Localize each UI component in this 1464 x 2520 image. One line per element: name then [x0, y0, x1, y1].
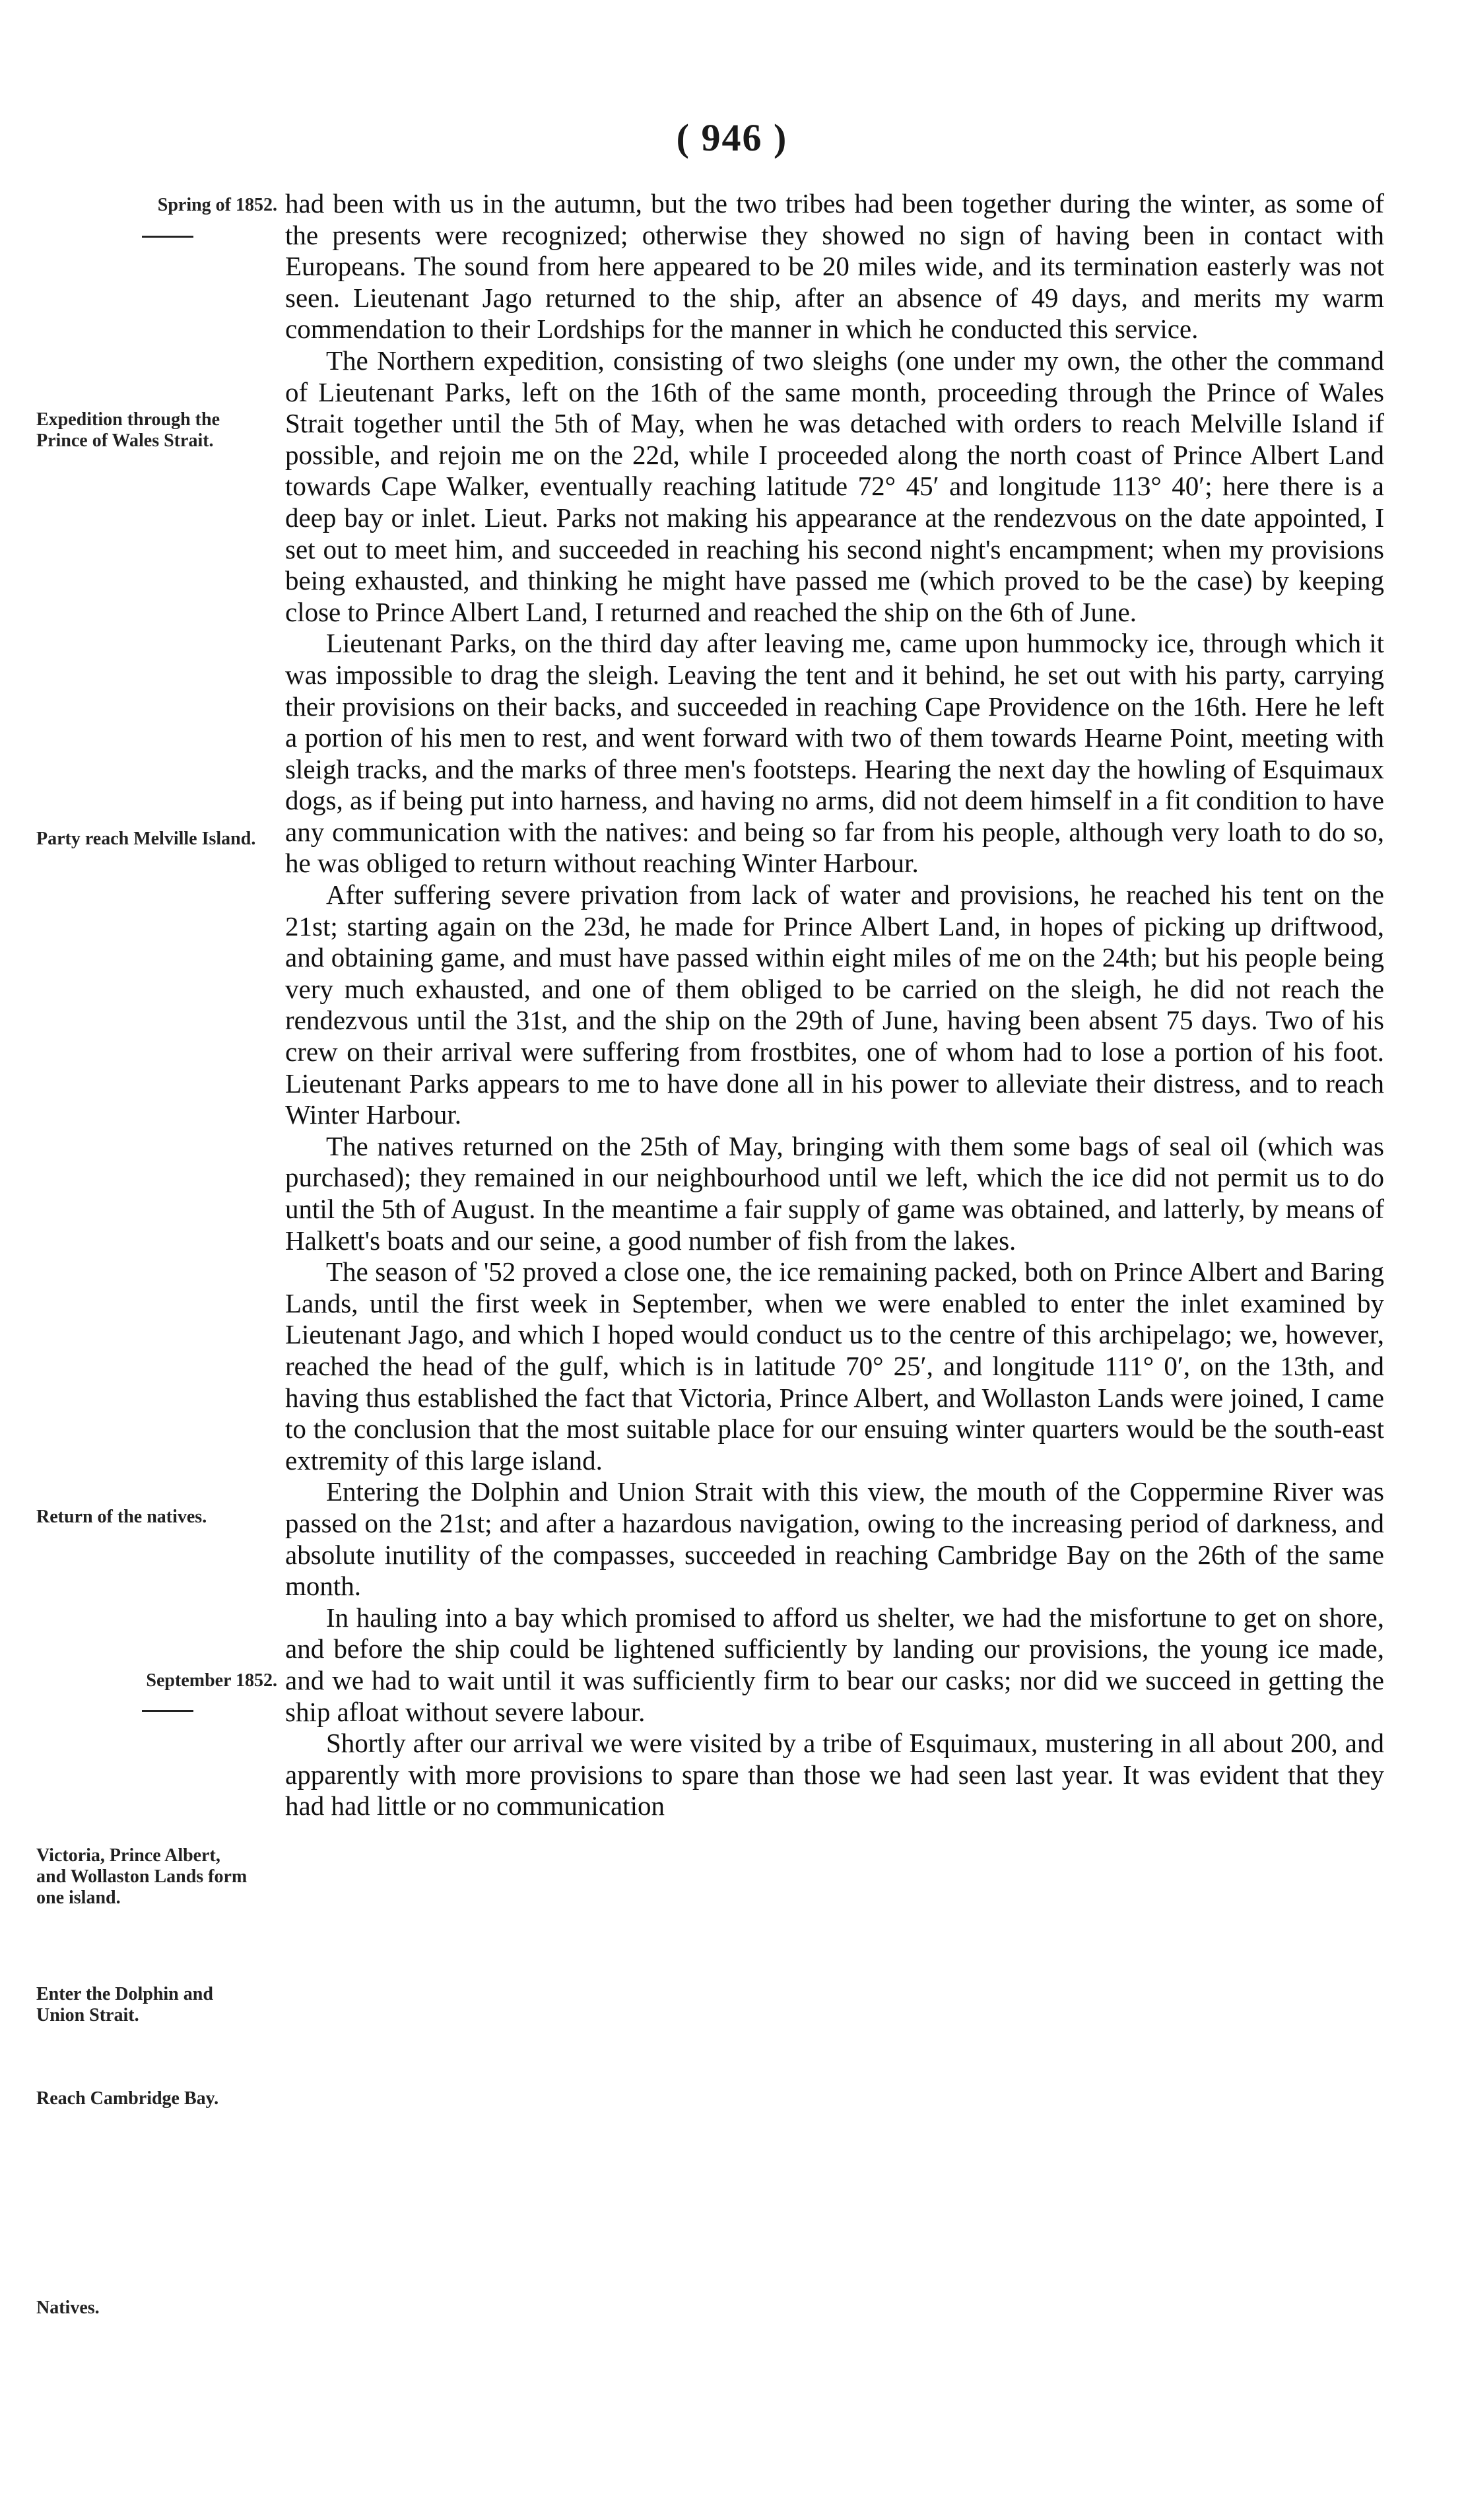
paragraph: Entering the Dolphin and Union Strait with this view, the mouth of the Coppermine River was passed on the 21st; and after a hazardous navigation, owing to the increasing period of darkness, and absolute inutility of the compasses, succeeded in reaching Cambridge Bay on the 26th of the same month.	[285, 1476, 1384, 1602]
margin-note-spring-1852: Spring of 1852.	[157, 195, 277, 215]
margin-rule-2	[142, 1710, 193, 1712]
margin-rule-1	[142, 236, 193, 238]
margin-note-melville: Party reach Melville Island.	[36, 829, 256, 849]
margin-note-cambridge-bay: Reach Cambridge Bay.	[36, 2088, 219, 2109]
margin-note-september-1852: September 1852.	[146, 1670, 277, 1691]
margin-note-dolphin-union: Enter the Dolphin and Union Strait.	[36, 1984, 213, 2026]
paragraph: The season of '52 proved a close one, the ice remaining packed, both on Prince Albert and Baring Lands, until the first week in September, when we were enabled to enter the inlet examined by Lieutenant Jago, and which I hoped would conduct us to the centre of this archipelago; we, however, reached the head of the gulf, which is in latitude 70° 25′, and longitude 111° 0′, on the 13th, and having thus established the fact that Victoria, Prince Albert, and Wollaston Lands were joined, I came to the conclusion that the most suitable place for our ensuing winter quarters would be the south-east extremity of this large island.	[285, 1256, 1384, 1476]
paragraph: Lieutenant Parks, on the third day after leaving me, came upon hummocky ice, through which it was impossible to drag the sleigh. Leaving the tent and it behind, he set out with his party, carrying their provisions on their backs, and succeeded in reaching Cape Providence on the 16th. Here he left a portion of his men to rest, and went forward with two of them towards Hearne Point, meeting with sleigh tracks, and the marks of three men's footsteps. Hearing the next day the howling of Esquimaux dogs, as if being put into harness, and having no arms, did not deem himself in a fit condition to have any communication with the natives: and being so far from his people, although very loath to do so, he was obliged to return without reaching Winter Harbour.	[285, 628, 1384, 879]
margin-note-victoria: Victoria, Prince Albert, and Wollaston Lands form one island.	[36, 1845, 248, 1908]
paragraph: After suffering severe privation from lack of water and provisions, he reached his tent on the 21st; starting again on the 23d, he made for Prince Albert Land, in hopes of picking up driftwood, and obtaining game, and must have passed within eight miles of me on the 24th; but his people being very much exhausted, and one of them obliged to be carried on the sleigh, he did not reach the rendezvous until the 31st, and the ship on the 29th of June, having been absent 75 days. Two of his crew on their arrival were suffering from frostbites, one of whom had to lose a portion of his foot. Lieutenant Parks appears to me to have done all in his power to alleviate their distress, and to reach Winter Harbour.	[285, 879, 1384, 1130]
paragraph: In hauling into a bay which promised to afford us shelter, we had the misfortune to get on shore, and before the ship could be lightened sufficiently by landing our provisions, the young ice made, and we had to wait until it was sufficiently firm to bear our casks; nor did we succeed in getting the ship afloat without severe labour.	[285, 1602, 1384, 1727]
paragraph: The Northern expedition, consisting of two sleighs (one under my own, the other the command of Lieutenant Parks, left on the 16th of the same month, proceeding through the Prince of Wales Strait together until the 5th of May, when he was detached with orders to reach Melville Island if possible, and rejoin me on the 22d, while I proceeded along the north coast of Prince Albert Land towards Cape Walker, eventually reaching latitude 72° 45′ and longitude 113° 40′; here there is a deep bay or inlet. Lieut. Parks not making his appearance at the rendezvous on the date appointed, I set out to meet him, and succeeded in reaching his second night's encampment; when my provisions being exhausted, and thinking he might have passed me (which proved to be the case) by keeping close to Prince Albert Land, I returned and reached the ship on the 6th of June.	[285, 345, 1384, 627]
paragraph: The natives returned on the 25th of May, bringing with them some bags of seal oil (which was purchased); they remained in our neighbourhood until we left, which the ice did not permit us to do until the 5th of August. In the meantime a fair supply of game was obtained, and latterly, by means of Halkett's boats and our seine, a good number of fish from the lakes.	[285, 1130, 1384, 1256]
paragraph: had been with us in the autumn, but the two tribes had been together during the winter, as some of the presents were recognized; otherwise they showed no sign of having been in contact with Europeans. The sound from here appeared to be 20 miles wide, and its termination easterly was not seen. Lieutenant Jago returned to the ship, after an absence of 49 days, and merits my warm commendation to their Lordships for the manner in which he conducted this service.	[285, 188, 1384, 345]
page-number: ( 946 )	[676, 116, 788, 159]
margin-note-natives: Natives.	[36, 2298, 100, 2318]
margin-note-return-natives: Return of the natives.	[36, 1507, 207, 1527]
margin-note-expedition: Expedition through the Prince of Wales Strait.	[36, 409, 220, 451]
paragraph: Shortly after our arrival we were visited by a tribe of Esquimaux, mustering in all about 200, and apparently with more provisions to spare than those we had seen last year. It was evident that they had had little or no communication	[285, 1728, 1384, 1822]
body-text	[285, 188, 1384, 1822]
